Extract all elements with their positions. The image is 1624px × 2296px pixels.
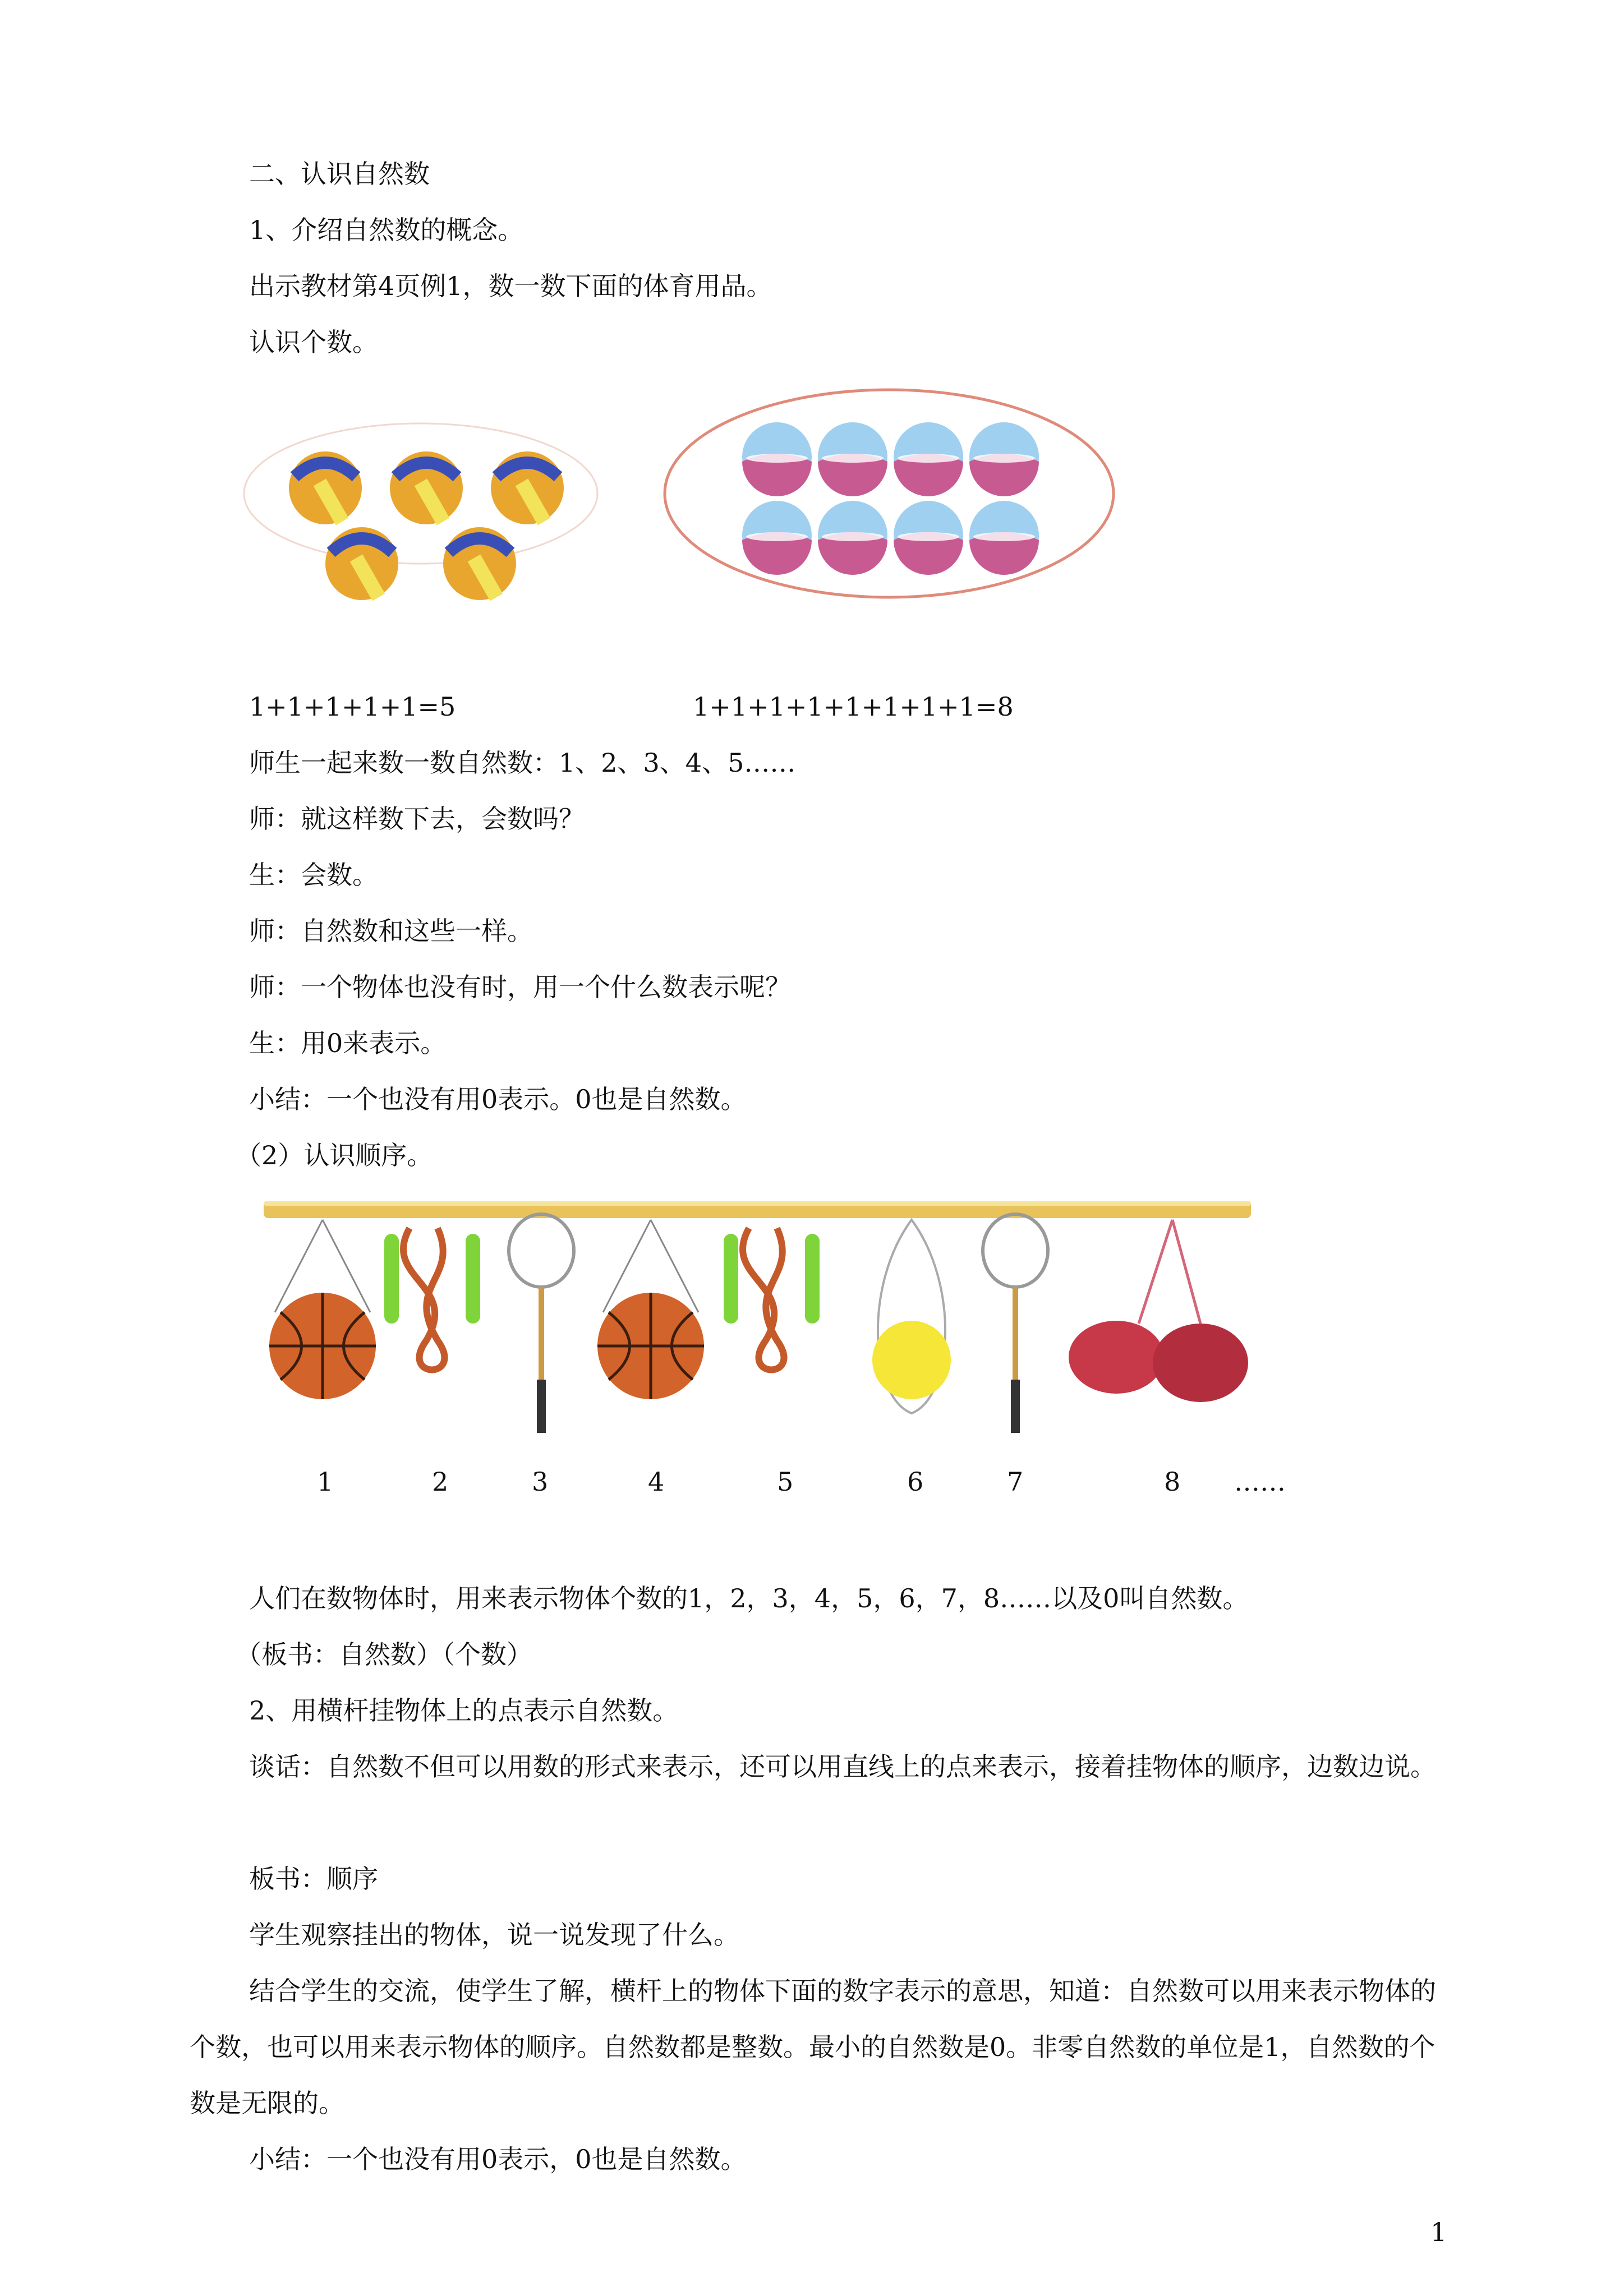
badminton-racket [983,1214,1048,1433]
ball-bag-yellow [872,1220,951,1413]
boxing-gloves [1069,1220,1248,1402]
talk-paragraph: 谈话：自然数不但可以用数的形式来表示，还可以用直线上的点来表示，接着挂物体的顺序，边数边说。 [249,1751,1436,1782]
ball [969,501,1039,575]
order-number: 3 [532,1467,549,1497]
observe-instruction: 学生观察挂出的物体，说一说发现了什么。 [249,1920,739,1950]
volleyball [491,451,564,524]
count-label: 认识个数。 [249,327,378,357]
ball [894,422,963,496]
jump-rope [724,1228,820,1370]
conclusion-paragraph: 结合学生的交流，使学生了解，横杆上的物体下面的数字表示的意思，知道：自然数可以用来表示物体的个数，也可以用来表示物体的顺序。自然数都是整数。最小的自然数是0。非零自然数的单位是1，自然数的个数是无限的。 [190,1976,1436,2118]
equation-eight: 1+1+1+1+1+1+1+1=8 [693,691,1014,722]
order-number: 2 [432,1467,449,1497]
order-number: 7 [1007,1467,1024,1497]
ball [969,422,1039,496]
order-number: 5 [777,1467,794,1497]
subsection-1-title: 1、介绍自然数的概念。 [249,215,524,245]
order-subtitle: （2）认识顺序。 [236,1140,433,1170]
counting-line: 师生一起来数一数自然数：1、2、3、4、5…… [249,748,796,778]
order-number: 6 [907,1467,924,1497]
student-answer-zero: 生：用0来表示。 [249,1028,447,1058]
order-number: 4 [648,1467,665,1497]
order-number: 1 [317,1467,334,1497]
summary-zero: 小结：一个也没有用0表示。0也是自然数。 [249,1084,747,1114]
board-note-order: 板书：顺序 [249,1864,378,1894]
section-title: 二、认识自然数 [249,159,430,189]
subsection-2-title: 2、用横杆挂物体上的点表示自然数。 [249,1695,679,1726]
teacher-question-zero: 师：一个物体也没有时，用一个什么数表示呢？ [249,972,791,1002]
ball [894,501,963,575]
page-number: 1 [1430,2217,1447,2247]
order-ellipsis: …… [1234,1467,1286,1497]
natural-number-definition: 人们在数物体时，用来表示物体个数的1，2，3，4，5，6，7，8……以及0叫自然数。 [249,1583,1249,1613]
hanging-items-figure [258,1195,1257,1441]
basketball-in-net [597,1220,704,1399]
ball-group-ring [665,390,1114,597]
volleyball [325,527,398,600]
intro-text: 出示教材第4页例1，数一数下面的体育用品。 [249,271,772,301]
teacher-statement: 师：自然数和这些一样。 [249,916,533,946]
count-figure [241,381,1139,623]
ball [742,422,812,496]
ball [742,501,812,575]
student-answer: 生：会数。 [249,860,378,890]
jump-rope [384,1228,480,1370]
teacher-question: 师：就这样数下去，会数吗？ [249,804,585,834]
volleyball [443,527,516,600]
ball [818,501,887,575]
ball [818,422,887,496]
volleyball [289,451,362,524]
final-summary: 小结：一个也没有用0表示，0也是自然数。 [249,2144,747,2174]
ball-group [742,422,1039,575]
volleyball-group [289,451,564,600]
board-note-count: （板书：自然数）（个数） [236,1639,532,1670]
order-number: 8 [1164,1467,1181,1497]
volleyball [390,451,463,524]
badminton-racket [509,1214,574,1433]
basketball-in-net [269,1220,376,1399]
equation-five: 1+1+1+1+1=5 [249,691,456,722]
